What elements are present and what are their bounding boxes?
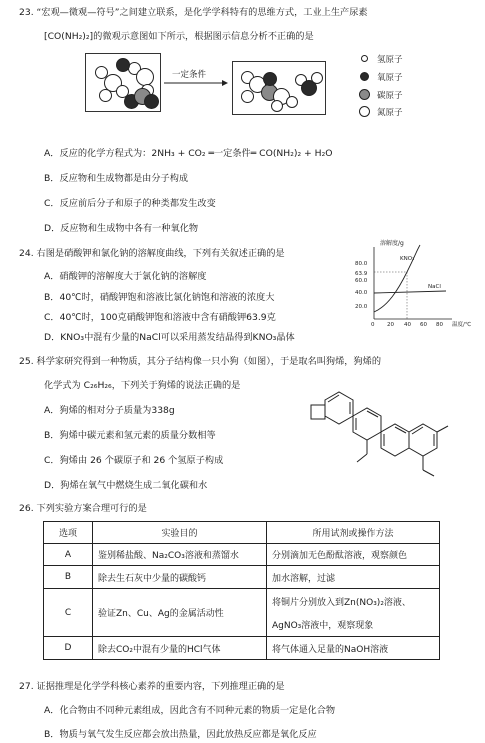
q23-stem-line1: 23. “宏观—微观—符号”之间建立联系，是化学学科特有的思维方式，工业上生产尿素 [19,7,368,18]
ring-2 [353,408,381,440]
hydrogen-atom [241,90,254,103]
chart-xlabel: 温度/℃ [452,322,472,328]
row-method: 加水溶解，过滤 [267,566,440,589]
ytick-63.9: 63.9 [355,271,368,277]
xtick-40: 40 [404,322,411,328]
row-purpose: 鉴别稀盐酸、Na₂CO₃溶液和蒸馏水 [93,544,267,566]
row-method-line1: 将铜片分别放入到Zn(NO₃)₂溶液、 [272,597,411,608]
xtick-80: 80 [436,322,443,328]
row-option: C [44,589,93,637]
hydrogen-atom [99,89,112,102]
q24-option-d: D．KNO₃中混有少量的NaCl可以采用蒸发结晶得到KNO₃晶体 [44,332,295,343]
legend-carbon: 碳原子 [377,91,403,101]
hydrogen-atom [271,100,283,112]
table-row [44,544,440,566]
ytick-40: 40.0 [355,290,368,296]
q23-option-c: C．反应前后分子和原子的种类都发生改变 [44,198,216,209]
q27-stem: 27. 证据推理是化学学科核心素养的重要内容，下列推理正确的是 [19,681,285,692]
reaction-condition-label: 一定条件 [172,70,207,80]
hydrogen-legend-icon [361,55,368,62]
q26-table [43,521,440,660]
q25-option-a: A．狗烯的相对分子质量为338g [44,405,175,416]
row-option: A [44,544,93,566]
ring-3 [381,424,409,456]
table-row [44,637,440,660]
xtick-0: 0 [371,322,375,328]
q26-stem: 26. 下列实验方案合理可行的是 [19,503,147,514]
ring-1 [325,392,353,424]
xtick-60: 60 [420,322,427,328]
q27-option-b: B．物质与氧气发生反应都会放出热量，因此放热反应都是氧化反应 [44,729,317,740]
nacl-label: NaCl [428,284,441,290]
oxygen-atom [116,58,130,72]
hydrogen-atom [286,96,298,108]
cyclobutene-ring [311,405,325,419]
solubility-chart [354,232,478,332]
ethyl-group-right [423,470,434,476]
table-header-option: 选项 [44,522,93,544]
hydrogen-atom [311,72,323,84]
ytick-60: 60.0 [355,278,368,284]
table-row [44,566,440,589]
legend-hydrogen: 氢原子 [377,55,403,65]
kno3-label: KNO₃ [400,256,415,262]
carbon-legend-icon [359,89,370,100]
q25-stem-line1: 25. 科学家研究得到一种物质，其分子结构像一只小狗（如图），于是取名叫狗烯，狗烯的 [19,356,382,367]
row-option: B [44,566,93,589]
row-method [267,589,440,637]
row-method: 将气体通入足量的NaOH溶液 [267,637,440,660]
nitrogen-legend-icon [359,106,370,117]
q25-stem-line2: 化学式为 C₂₆H₂₆，下列关于狗烯的说法正确的是 [44,380,241,391]
q24-option-a: A．硝酸钾的溶解度大于氯化钠的溶解度 [44,271,207,282]
ytick-80: 80.0 [355,261,368,267]
row-purpose: 除去生石灰中少量的碳酸钙 [93,566,267,589]
xtick-20: 20 [387,322,394,328]
q24-option-b: B．40℃时，硝酸钾饱和溶液比氯化钠饱和溶液的浓度大 [44,292,275,303]
row-method: 分别滴加无色酚酞溶液，观察颜色 [267,544,440,566]
table-row [44,589,440,637]
row-purpose: 验证Zn、Cu、Ag的金属活动性 [93,589,267,637]
row-purpose: 除去CO₂中混有少量的HCl气体 [93,637,267,660]
dogene-structure [306,380,466,480]
ethyl-group-left [357,454,367,462]
ring-4 [409,424,437,456]
ytick-20: 20.0 [355,304,368,310]
q27-option-a: A．化合物由不同种元素组成，因此含有不同种元素的物质一定是化合物 [44,705,336,716]
reactants-box [85,53,161,112]
row-method-line2: AgNO₃溶液中，观察现象 [272,620,374,631]
q24-option-c: C．40℃时，100克硝酸钾饱和溶液中含有硝酸钾63.9克 [44,312,276,323]
q25-option-b: B．狗烯中碳元素和氢元素的质量分数相等 [44,430,216,441]
table-header-method: 所用试剂或操作方法 [267,522,440,544]
products-box [232,61,326,115]
oxygen-legend-icon [360,72,369,81]
q23-option-d: D．反应物和生成物中各有一种氧化物 [44,223,199,234]
q23-option-b: B．反应物和生成物都是由分子构成 [44,173,189,184]
q24-stem: 24. 右图是硝酸钾和氯化钠的溶解度曲线，下列有关叙述正确的是 [19,248,285,259]
oxygen-atom [263,72,277,86]
oxygen-atom [144,94,159,109]
q25-option-d: D．狗烯在氧气中燃烧生成二氧化碳和水 [44,480,208,491]
q23-option-a: A．反应的化学方程式为：2NH₃ + CO₂ ═一定条件═ CO(NH₂)₂ + H₂O [44,148,333,159]
nacl-curve [374,291,446,293]
legend-oxygen: 氧原子 [377,73,403,83]
table-header-purpose: 实验目的 [93,522,267,544]
reaction-arrow-icon [162,78,228,88]
q23-stem-line2: [CO(NH₂)₂]的微观示意图如下所示，根据图示信息分析不正确的是 [44,31,314,42]
methyl-group [437,426,448,432]
q25-option-c: C．狗烯由 26 个碳原子和 26 个氢原子构成 [44,455,224,466]
chart-ylabel: 溶解度/g [380,240,404,247]
row-option: D [44,637,93,660]
legend-nitrogen: 氮原子 [377,108,403,118]
